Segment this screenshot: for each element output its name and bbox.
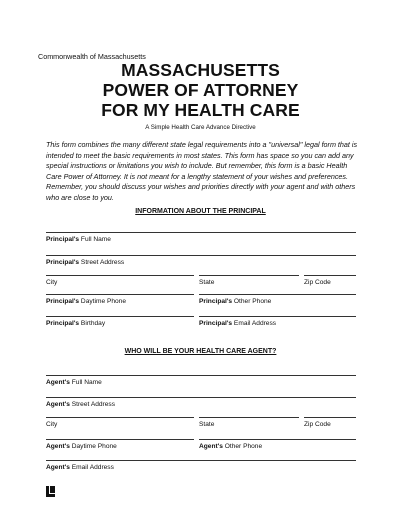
- principal-birthday-line[interactable]: [46, 316, 194, 317]
- principal-other-phone-label: Principal's Other Phone: [199, 298, 272, 305]
- principal-email-label: Principal's Email Address: [199, 320, 277, 327]
- agent-city-line[interactable]: [46, 417, 194, 418]
- principal-name-line[interactable]: [46, 232, 356, 233]
- agent-zip-line[interactable]: [304, 417, 356, 418]
- subtitle: A Simple Health Care Advance Directive: [145, 124, 256, 131]
- agent-state-line[interactable]: [199, 417, 299, 418]
- title-line-2: POWER OF ATTORNEY: [102, 80, 299, 100]
- agent-email-line[interactable]: [46, 460, 356, 461]
- principal-email-line[interactable]: [199, 316, 356, 317]
- principal-state-line[interactable]: [199, 275, 299, 276]
- agent-street-line[interactable]: [46, 397, 356, 398]
- agent-state-label: State: [199, 421, 215, 428]
- principal-section-heading: INFORMATION ABOUT THE PRINCIPAL: [135, 208, 266, 215]
- principal-zip-line[interactable]: [304, 275, 356, 276]
- agent-section-heading: WHO WILL BE YOUR HEALTH CARE AGENT?: [124, 348, 277, 355]
- agent-other-phone-line[interactable]: [199, 439, 356, 440]
- principal-state-label: State: [199, 279, 215, 286]
- title-line-1: MASSACHUSETTS: [121, 60, 280, 80]
- agent-name-label: Agent's Full Name: [46, 379, 102, 386]
- principal-day-phone-label: Principal's Daytime Phone: [46, 298, 127, 305]
- principal-day-phone-line[interactable]: [46, 294, 194, 295]
- agent-street-label: Agent's Street Address: [46, 401, 116, 408]
- agent-day-phone-label: Agent's Daytime Phone: [46, 443, 117, 450]
- title-line-3: FOR MY HEALTH CARE: [101, 100, 300, 120]
- principal-city-line[interactable]: [46, 275, 194, 276]
- agent-name-line[interactable]: [46, 375, 356, 376]
- agent-city-label: City: [46, 421, 58, 428]
- agent-zip-label: Zip Code: [304, 421, 331, 428]
- principal-zip-label: Zip Code: [304, 279, 331, 286]
- jurisdiction-label: Commonwealth of Massachusetts: [38, 52, 146, 61]
- principal-city-label: City: [46, 279, 58, 286]
- intro-paragraph: This form combines the many different state legal requirements into a "universal" legal form that is intended to meet the basic requirements in most states. This form has space so you can add any special instructions or limitations you wish to include. But remember, this form is a basic Health Care Power of Attorney. It is not meant for a lengthy statement of your wishes and preferences. Remember, you should discuss your wishes and priorities directly with your agent and with others who are close to you.: [46, 140, 358, 202]
- agent-other-phone-label: Agent's Other Phone: [199, 443, 263, 450]
- document-logo-icon: [46, 486, 55, 497]
- principal-other-phone-line[interactable]: [199, 294, 356, 295]
- principal-name-label: Principal's Full Name: [46, 236, 111, 243]
- principal-street-label: Principal's Street Address: [46, 259, 125, 266]
- agent-email-label: Agent's Email Address: [46, 464, 114, 471]
- principal-birthday-label: Principal's Birthday: [46, 320, 106, 327]
- agent-day-phone-line[interactable]: [46, 439, 194, 440]
- principal-street-line[interactable]: [46, 255, 356, 256]
